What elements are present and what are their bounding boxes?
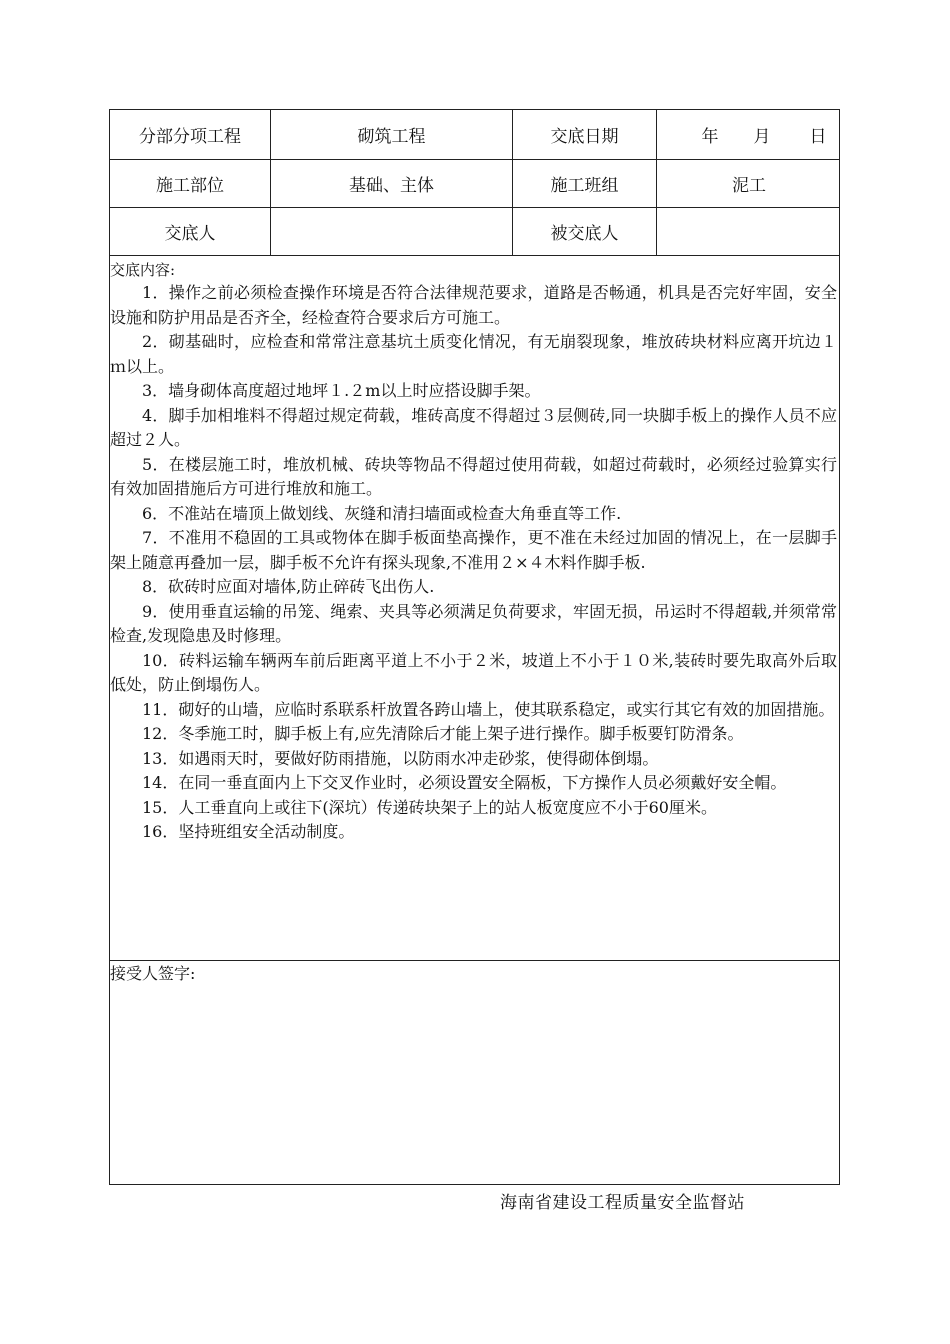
team-value: 泥工 <box>656 159 841 207</box>
content-item: 8．砍砖时应面对墙体,防止碎砖飞出伤人. <box>142 577 435 596</box>
header-row-3 <box>110 207 839 256</box>
content-item: 6．不准站在墙顶上做划线、灰缝和清扫墙面或检查大角垂直等工作. <box>142 503 622 523</box>
content-item: 16．坚持班组安全活动制度。 <box>142 822 355 841</box>
content-item: 11．砌好的山墙，应临时系联系杆放置各跨山墙上，使其联系稳定，或实行其它有效的加固措施。 <box>142 699 835 719</box>
date-month: 月 <box>753 127 771 147</box>
content-item: 10．砖料运输车辆两车前后距离平道上不小于２米，坡道上不小于１０米,装砖时要先取高外后取低处，防止倒塌伤人。 <box>110 650 837 694</box>
content-item: 14．在同一垂直面内上下交叉作业时，必须设置安全隔板，下方操作人员必须戴好安全帽。 <box>142 773 787 792</box>
content-item: 15．人工垂直向上或往下(深坑）传递砖块架子上的站人板宽度应不小于60厘米。 <box>142 797 717 817</box>
signature-label: 接受人签字: <box>110 964 196 983</box>
header-row-1 <box>110 110 839 160</box>
disclosure-date-label: 交底日期 <box>512 110 656 159</box>
content-item: 2．砌基础时，应检查和常常注意基坑土质变化情况，有无崩裂现象，堆放砖块材料应离开坑边１ｍ以上。 <box>110 332 837 376</box>
content-item: 1．操作之前必须检查操作环境是否符合法律规范要求，道路是否畅通，机具是否完好牢固，安全设施和防护用品是否齐全，经检查符合要求后方可施工。 <box>110 283 837 327</box>
date-year: 年 <box>701 127 719 147</box>
disclosee-label: 被交底人 <box>512 207 656 255</box>
disclosure-content <box>110 255 839 961</box>
discloser-label: 交底人 <box>164 223 216 244</box>
discloser-value <box>270 207 512 255</box>
disclosure-form <box>109 109 840 1185</box>
content-item: 13．如遇雨天时，要做好防雨措施，以防雨水冲走砂浆，使得砌体倒塌。 <box>142 748 659 768</box>
team-label: 施工班组 <box>512 159 656 207</box>
subproject-label: 分部分项工程 <box>139 127 241 147</box>
disclosure-date-value <box>656 110 841 159</box>
content-item: 3．墙身砌体高度超过地坪１.２m以上时应搭设脚手架。 <box>142 381 541 400</box>
construction-part-label: 施工部位 <box>156 175 224 196</box>
construction-part-value: 基础、主体 <box>270 159 512 207</box>
content-item: 7．不准用不稳固的工具或物体在脚手板面垫高操作，更不准在未经过加固的情况上，在一层脚手架上随意再叠加一层，脚手板不允许有探头现象,不准用２×４木料作脚手板. <box>110 528 837 572</box>
subproject-value: 砌筑工程 <box>270 110 512 159</box>
disclosee-value <box>656 207 841 255</box>
header-row-2 <box>110 159 839 208</box>
content-item: 4．脚手加相堆料不得超过规定荷载，堆砖高度不得超过３层侧砖,同一块脚手板上的操作人员不应超过２人。 <box>110 405 837 449</box>
content-label: 交底内容: <box>110 261 176 279</box>
date-day: 日 <box>809 127 827 147</box>
content-item: 5．在楼层施工时，堆放机械、砖块等物品不得超过使用荷载，如超过荷载时，必须经过验算实行有效加固措施后方可进行堆放和施工。 <box>110 454 837 498</box>
issuing-organization: 海南省建设工程质量安全监督站 <box>500 1193 745 1213</box>
content-item: 12．冬季施工时，脚手板上有,应先清除后才能上架子进行操作。脚手板要钉防滑条。 <box>142 724 744 743</box>
content-item: 9．使用垂直运输的吊笼、绳索、夹具等必须满足负荷要求，牢固无损，吊运时不得超载,并须常常检查,发现隐患及时修理。 <box>110 601 837 645</box>
